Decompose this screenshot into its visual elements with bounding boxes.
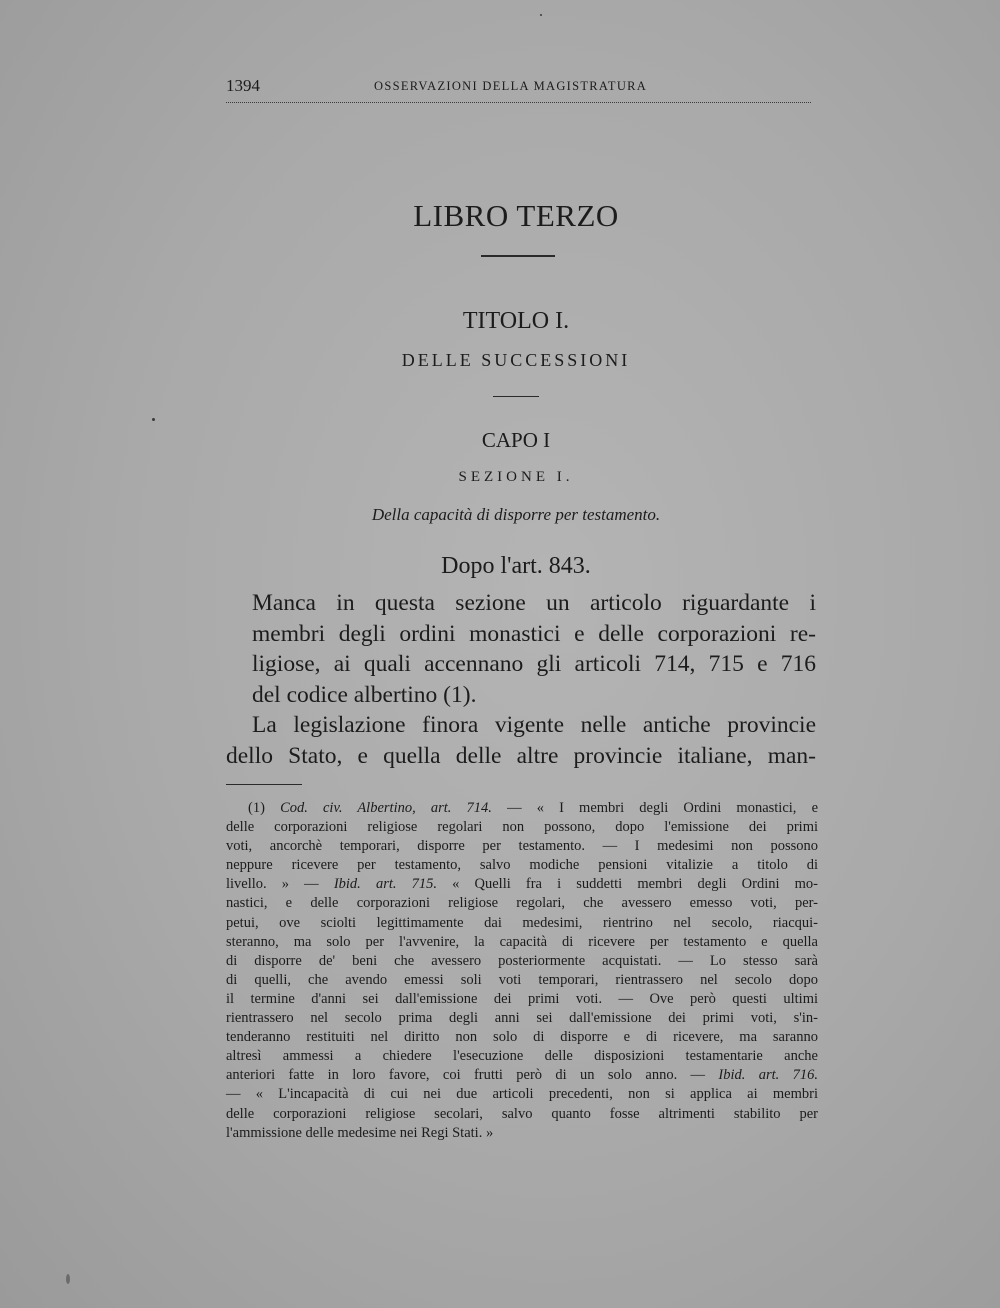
running-title: OSSERVAZIONI DELLA MAGISTRATURA (374, 79, 648, 93)
paragraph-1 (226, 588, 816, 710)
footnote-line: neppure ricevere per testamento, salvo modiche pensioni vitalizie a titolo di (226, 857, 818, 874)
footnote-marker: (1) (248, 800, 265, 816)
title-subheading: DELLE SUCCESSIONI (401, 350, 631, 370)
footnote-citation: Ibid. art. 716. (718, 1067, 819, 1084)
footnote-divider (226, 784, 302, 785)
chapter-heading: CAPO I (481, 428, 551, 452)
text-line: del codice albertino (1). (252, 681, 477, 708)
footnote-line: altresì ammessi a chiedere l'esecuzione delle disposizioni testamentarie anche (226, 1048, 818, 1065)
title-heading: TITOLO I. (462, 308, 570, 334)
footnote-text: « Quelli fra i suddetti membri degli Ordini mo- (452, 876, 819, 893)
footnote-line: di quelli, che avendo emessi soli voti temporari, rientrassero nel secolo dopo (226, 971, 818, 988)
page-number: 1394 (226, 76, 260, 95)
text-line: La legislazione finora vigente nelle antiche provincie (252, 712, 816, 739)
text-line: membri degli ordini monastici e delle corporazioni re- (252, 620, 816, 647)
footnote-line: di disporre de' beni che avessero posteriormente acquistati. — Lo stesso sarà (226, 952, 818, 969)
footnote-line: nastici, e delle corporazioni religiose regolari, che avessero emesso voti, per- (226, 895, 818, 912)
paragraph-2 (226, 710, 816, 771)
footnote-line: tenderanno restituiti nel diritto non solo di disporre e di ricevere, ma saranno (226, 1029, 818, 1046)
footnote-line (226, 799, 818, 818)
book-heading: LIBRO TERZO (413, 198, 619, 233)
heading-divider (481, 255, 555, 257)
body-text (226, 588, 816, 772)
footnote-line: rientrassero nel secolo prima degli anni sei dall'emissione dei primi voti, s'in- (226, 1010, 818, 1027)
footnote-line: steranno, ma solo per l'avvenire, la capacità di ricevere per testamento e quella (226, 933, 818, 950)
footnote-line (226, 875, 818, 894)
footnote-citation: Cod. civ. Albertino, art. 714. (280, 800, 492, 816)
text-line: ligiose, ai quali accennano gli articoli 714, 715 e 716 (252, 651, 816, 678)
running-header (226, 74, 811, 103)
footnote (226, 799, 818, 1143)
footnote-line (226, 1066, 818, 1085)
footnote-line: delle corporazioni religiose regolari non possono, dopo l'emissione dei primi (226, 819, 818, 836)
section-heading: SEZIONE I. (458, 469, 574, 485)
footnote-text: — « I membri degli Ordini monastici, e (507, 800, 818, 816)
footnote-line: delle corporazioni religiose secolari, salvo quanto fosse altrimenti stabilito per (226, 1105, 818, 1122)
title-divider (493, 396, 539, 397)
footnote-text: livello. » — (226, 876, 319, 893)
text-line: dello Stato, e quella delle altre provincie italiane, man- (226, 742, 816, 769)
footnote-citation: Ibid. art. 715. (333, 876, 437, 893)
section-subtitle: Della capacità di disporre per testamento. (371, 505, 661, 524)
footnote-line: — « L'incapacità di cui nei due articoli precedenti, non si applica ai membri (226, 1086, 818, 1103)
footnote-line: l'ammissione delle medesime nei Regi Stati. » (226, 1124, 494, 1141)
paper-speck (540, 14, 542, 16)
footnote-line: il termine d'anni sei dall'emissione dei primi voti. — Ove però questi ultimi (226, 990, 818, 1007)
article-heading: Dopo l'art. 843. (441, 553, 591, 579)
paper-speck (66, 1274, 70, 1284)
footnote-line: voti, ancorchè temporari, disporre per testamento. — I medesimi non possono (226, 838, 818, 855)
text-line: Manca in questa sezione un articolo riguardante i (252, 590, 816, 616)
paper-speck (152, 418, 155, 421)
footnote-text: anteriori fatte in loro favore, coi frutti però di un solo anno. — (226, 1067, 706, 1084)
footnote-line: petui, ove sciolti legittimamente dai medesimi, rientrino nel secolo, riacqui- (226, 914, 818, 931)
